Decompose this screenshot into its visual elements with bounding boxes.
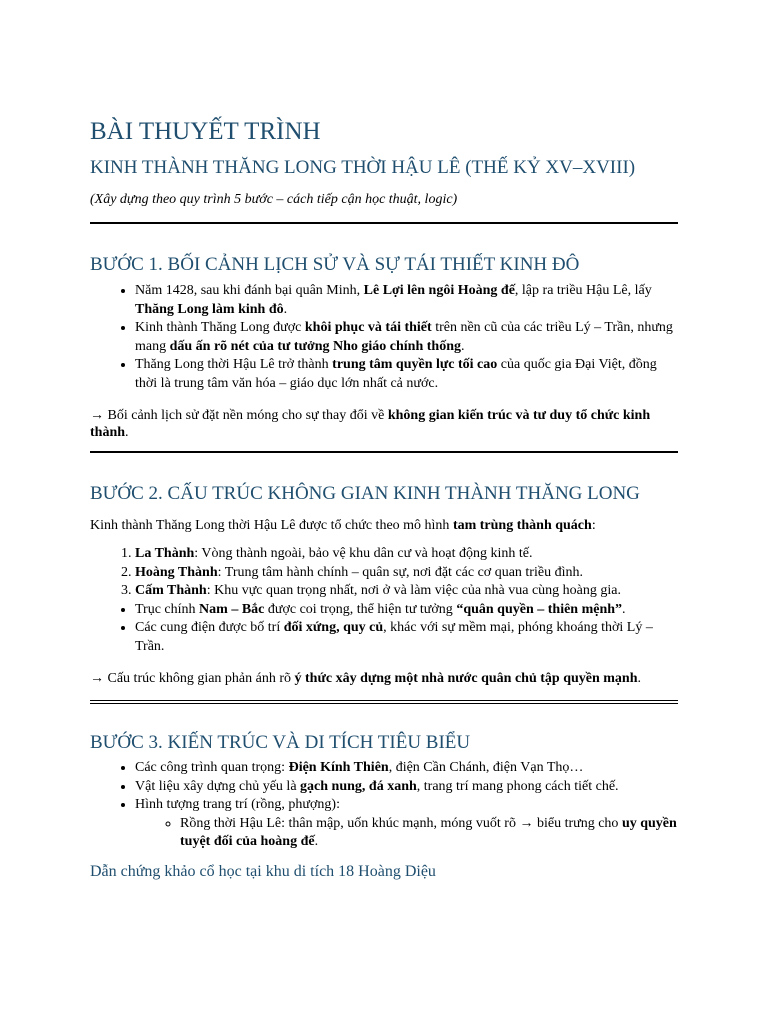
step2-heading: BƯỚC 2. CẤU TRÚC KHÔNG GIAN KINH THÀNH THĂNG LONG: [90, 483, 640, 504]
bold-emphasis: Hoàng Thành: [135, 564, 218, 580]
bold-emphasis: Thăng Long làm kinh đô: [135, 301, 284, 317]
bold-emphasis: Lê Lợi lên ngôi Hoàng đế: [363, 283, 515, 298]
step1-section: [90, 253, 678, 441]
list-item: • Các công trình quan trọng: Điện Kính Thiên, điện Cần Chánh, điện Vạn Thọ…: [135, 759, 678, 778]
step3-bullet-list: [90, 759, 678, 815]
section-divider: [90, 222, 678, 224]
list-item: • Thăng Long thời Hậu Lê trở thành trung tâm quyền lực tối cao của quốc gia Đại Việt, đồng thời là trung tâm văn hóa – giáo dục lớn nhất cả nước.: [135, 356, 678, 393]
step1-conclusion: → Bối cảnh lịch sử đặt nền móng cho sự thay đổi về không gian kiến trúc và tư duy tổ chức kinh thành.: [90, 408, 651, 440]
bold-emphasis: Nam – Bắc: [199, 601, 265, 617]
step2-conclusion: → Cấu trúc không gian phản ánh rõ ý thức xây dựng một nhà nước quân chủ tập quyền mạnh.: [90, 671, 642, 686]
step1-bullet-list: [90, 282, 678, 393]
bold-emphasis: đối xứng, quy củ: [283, 620, 384, 635]
bold-emphasis: ý thức xây dựng một nhà nước quân chủ tập quyền mạnh: [294, 671, 638, 686]
step1-heading: BƯỚC 1. BỐI CẢNH LỊCH SỬ VÀ SỰ TÁI THIẾT KINH ĐÔ: [90, 254, 580, 275]
bold-emphasis: dấu ấn rõ nét của tư tưởng Nho giáo chính thống: [169, 338, 461, 354]
step2-intro: Kinh thành Thăng Long thời Hậu Lê được tổ chức theo mô hình tam trùng thành quách:: [90, 518, 596, 533]
bold-emphasis: Điện Kính Thiên: [288, 760, 389, 775]
list-item: • Năm 1428, sau khi đánh bại quân Minh, Lê Lợi lên ngôi Hoàng đế, lập ra triều Hậu Lê, lấy Thăng Long làm kinh đô.: [135, 282, 678, 319]
section-divider: [90, 700, 678, 704]
list-item: • Kinh thành Thăng Long được khôi phục và tái thiết trên nền cũ của các triều Lý – Trần, nhưng mang dấu ấn rõ nét của tư tưởng Nho giáo chính thống.: [135, 319, 678, 356]
bold-emphasis: “quân quyền – thiên mệnh”: [456, 601, 623, 617]
document-subtitle: KINH THÀNH THĂNG LONG THỜI HẬU LÊ (THẾ KỶ XV–XVIII): [90, 157, 636, 178]
list-item: • Trục chính Nam – Bắc được coi trọng, thể hiện tư tưởng “quân quyền – thiên mệnh”.: [135, 601, 678, 620]
step3-section: [90, 731, 678, 882]
figure-caption: Dẫn chứng khảo cổ học tại khu di tích 18 Hoàng Diệu: [90, 862, 436, 880]
bold-emphasis: tam trùng thành quách: [452, 518, 592, 533]
document-title: BÀI THUYẾT TRÌNH: [90, 118, 321, 145]
step2-bullet-list: [90, 601, 678, 657]
list-item: 2. Hoàng Thành: Trung tâm hành chính – quân sự, nơi đặt các cơ quan triều đình.: [135, 564, 678, 583]
bold-emphasis: trung tâm quyền lực tối cao: [332, 357, 498, 372]
bold-emphasis: khôi phục và tái thiết: [304, 320, 432, 335]
step3-sub-bullet-list: [90, 815, 678, 852]
section-divider: [90, 451, 678, 453]
bold-emphasis: uy quyền tuyệt đối của hoàng đế: [180, 815, 677, 849]
list-item: • Hình tượng trang trí (rồng, phượng):: [135, 796, 678, 815]
list-item: • Các cung điện được bố trí đối xứng, quy củ, khác với sự mềm mại, phóng khoáng thời Lý – Trần.: [135, 619, 678, 656]
bold-emphasis: Cấm Thành: [135, 583, 207, 598]
bold-emphasis: La Thành: [135, 546, 195, 561]
list-item: • Vật liệu xây dựng chủ yếu là gạch nung, đá xanh, trang trí mang phong cách tiết chế.: [135, 778, 678, 797]
step2-section: [90, 482, 678, 687]
list-item: 3. Cấm Thành: Khu vực quan trọng nhất, nơi ở và làm việc của nhà vua cùng hoàng gia.: [135, 582, 678, 601]
step3-heading: BƯỚC 3. KIẾN TRÚC VÀ DI TÍCH TIÊU BIỂU: [90, 732, 471, 753]
list-item: 1. La Thành: Vòng thành ngoài, bảo vệ khu dân cư và hoạt động kinh tế.: [135, 545, 678, 564]
document-note: (Xây dựng theo quy trình 5 bước – cách tiếp cận học thuật, logic): [90, 192, 458, 207]
step2-numbered-list: [90, 545, 678, 601]
bold-emphasis: gạch nung, đá xanh: [300, 778, 417, 794]
list-item: ◦ Rồng thời Hậu Lê: thân mập, uốn khúc mạnh, móng vuốt rõ → biểu trưng cho uy quyền tuyệt đối của hoàng đế.: [180, 815, 678, 852]
bold-emphasis: không gian kiến trúc và tư duy tổ chức kinh thành: [90, 408, 651, 440]
